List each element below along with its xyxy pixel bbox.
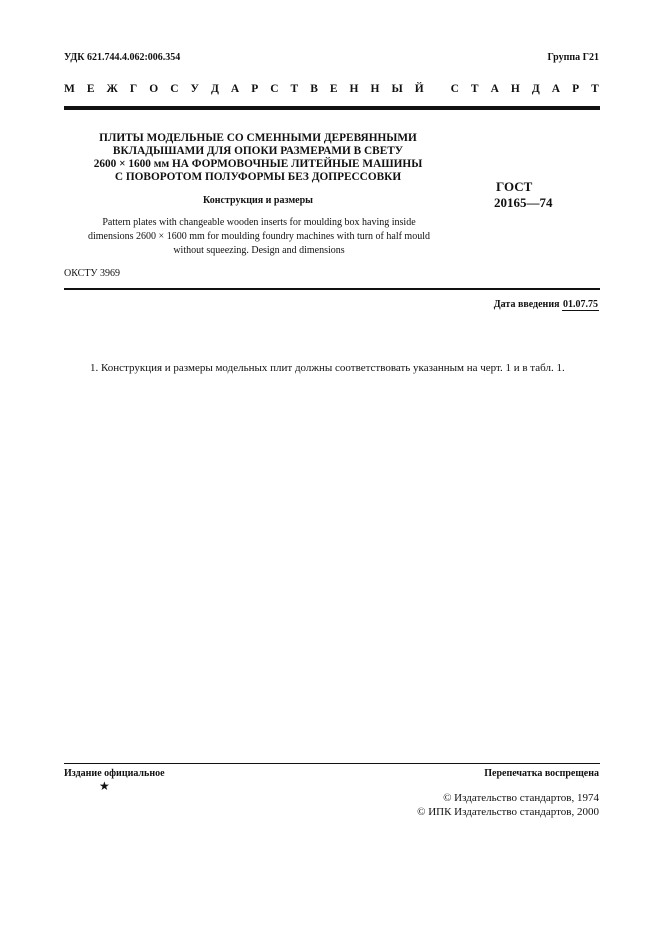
- heading-word-gap: [436, 83, 439, 95]
- intro-date-value: 01.07.75: [563, 299, 598, 310]
- star-icon: ★: [99, 779, 110, 793]
- heading-letter: Д: [210, 83, 219, 95]
- gost-number: 20165—74: [494, 195, 553, 210]
- oksty-code: ОКСТУ 3969: [64, 268, 121, 279]
- heading-letter: С: [270, 83, 279, 95]
- heading-letter: Т: [470, 83, 479, 95]
- title-line: С ПОВОРОТОМ ПОЛУФОРМЫ БЕЗ ДОПРЕССОВКИ: [114, 171, 402, 183]
- heading-letter: Й: [414, 83, 424, 95]
- english-title-line: Pattern plates with changeable wooden inserts for moulding box having inside: [102, 217, 416, 228]
- heading-letter: У: [190, 83, 199, 95]
- heading-letter: Г: [129, 83, 138, 95]
- heading-letter: Д: [531, 83, 540, 95]
- heading-letter: В: [310, 83, 318, 95]
- english-title-line: without squeezing. Design and dimensions: [173, 245, 345, 256]
- heading-letter: Ы: [391, 83, 403, 95]
- heading-letter: М: [64, 83, 75, 95]
- title-line: ПЛИТЫ МОДЕЛЬНЫЕ СО СМЕННЫМИ ДЕРЕВЯННЫМИ: [99, 132, 417, 144]
- udk-code: УДК 621.744.4.062:006.354: [64, 52, 181, 63]
- heading-letter: Р: [572, 83, 580, 95]
- english-title-line: dimensions 2600 × 1600 mm for moulding foundry machines with turn of half mould: [88, 231, 430, 242]
- copyright-2000: © ИПК Издательство стандартов, 2000: [417, 806, 599, 818]
- official-edition-label: Издание официальное: [64, 768, 165, 779]
- document-subtitle: Конструкция и размеры: [203, 195, 313, 206]
- heading-letter: С: [450, 83, 459, 95]
- copyright-1974: © Издательство стандартов, 1974: [443, 792, 599, 804]
- bottom-divider: [64, 763, 600, 764]
- title-line: 2600 × 1600 мм НА ФОРМОВОЧНЫЕ ЛИТЕЙНЫЕ МАШИНЫ: [93, 158, 423, 170]
- heading-letter: Е: [86, 83, 95, 95]
- interstate-standard-heading: [64, 83, 599, 95]
- english-title: [64, 216, 454, 258]
- heading-letter: Т: [591, 83, 599, 95]
- document-title: [64, 132, 452, 184]
- top-divider: [64, 106, 600, 110]
- heading-letter: А: [551, 83, 561, 95]
- intro-date-label: Дата введения: [493, 299, 560, 310]
- heading-letter: Е: [329, 83, 338, 95]
- paragraph-1: 1. Конструкция и размеры модельных плит должны соответствовать указанным на черт. 1 и в табл. 1.: [90, 362, 565, 374]
- middle-divider: [64, 288, 600, 290]
- heading-letter: Ж: [106, 83, 118, 95]
- gost-label: ГОСТ: [496, 179, 533, 194]
- heading-letter: Т: [290, 83, 299, 95]
- group-code: Группа Г21: [547, 52, 599, 63]
- heading-letter: А: [490, 83, 499, 95]
- heading-letter: Н: [370, 83, 380, 95]
- heading-letter: О: [149, 83, 159, 95]
- heading-letter: Н: [349, 83, 359, 95]
- heading-letter: Р: [251, 83, 259, 95]
- intro-date: [494, 299, 599, 310]
- reprint-prohibited-label: Перепечатка воспрещена: [484, 768, 599, 779]
- heading-letter: С: [170, 83, 179, 95]
- heading-letter: А: [230, 83, 240, 95]
- title-line: ВКЛАДЫШАМИ ДЛЯ ОПОКИ РАЗМЕРАМИ В СВЕТУ: [112, 145, 404, 157]
- heading-letter: Н: [510, 83, 520, 95]
